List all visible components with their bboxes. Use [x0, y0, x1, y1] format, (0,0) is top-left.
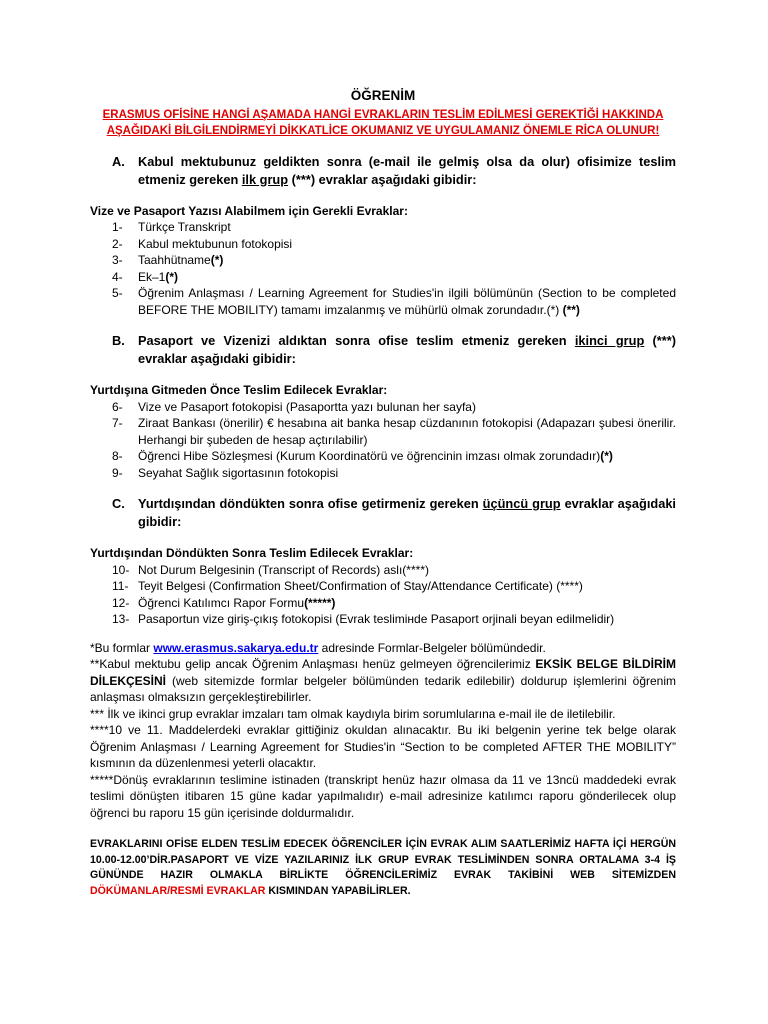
list-item: 6- Vize ve Pasaport fotokopisi (Pasaportta yazı bulunan her sayfa)	[112, 399, 476, 414]
erasmus-website-link[interactable]: www.erasmus.sakarya.edu.tr	[153, 640, 319, 655]
section-text-end: evraklar aşağıdaki gibidir:	[138, 496, 676, 529]
section-c-subtitle: Yurtdışından Döndükten Sonra Teslim Edilecek Evraklar:	[90, 546, 414, 560]
list-item: 7- Ziraat Bankası (önerilir) € hesabına ait banka hesap cüzdanının fotokopisi (Adapazarı şubesi önerilir. Herhangi bir şubeden de hesap açtırılabilir)	[112, 416, 676, 447]
note-3: *** İlk ve ikinci grup evraklar imzaları tam olmak kaydıyla birim sorumlularına e-mail ile de iletilebilir.	[90, 706, 616, 721]
section-a-heading	[90, 153, 676, 189]
list-item: 1- Türkçe Transkript	[112, 220, 231, 234]
section-text: Yurtdışından döndükten sonra ofise getirmeniz gereken	[138, 496, 483, 511]
page-title: ÖĞRENİM	[350, 88, 416, 103]
list-item: 13- Pasaportun vize giriş-çıkış fotokopisi (Evrak teslimінde Pasaport orjinali beyan edilmelidir)	[112, 612, 615, 626]
note-4: ****10 ve 11. Maddelerdeki evraklar gittiğiniz okuldan alınacaktır. Bu iki belgenin yerine tek belge olarak Öğrenim Anlaşması / Learning Agreement for Studies'in “Section to be completed AFTER THE MOBILITY” kısmının da düzenlenmesi yeterli olacaktır.	[90, 723, 676, 770]
list-item: 4- Ek–1(*)	[112, 269, 179, 284]
section-text-end: (***) evraklar aşağıdaki gibidir:	[288, 171, 477, 187]
list-item: 12- Öğrenci Katılımcı Rapor Formu(*****)	[112, 595, 336, 610]
section-c-list	[90, 562, 676, 628]
section-b-subtitle: Yurtdışına Gitmeden Önce Teslim Edilecek Evraklar:	[90, 383, 388, 397]
section-text: Pasaport ve Vizenizi aldıktan sonra ofise teslim etmeniz gereken	[138, 333, 575, 348]
list-item: 5- Öğrenim Anlaşması / Learning Agreement for Studies'in ilgili bölümünün (Section to be completed BEFORE THE MOBILITY) tamamı imzalanmış ve mühürlü olmak zorundadır.(*) (**)	[112, 286, 676, 317]
section-underlined: ikinci grup	[574, 333, 645, 348]
section-b-heading	[90, 332, 676, 368]
footnotes	[90, 640, 676, 822]
list-item: 10- Not Durum Belgesinin (Transcript of Records) aslı(****)	[112, 562, 429, 577]
section-c-heading	[90, 495, 676, 531]
section-text: Kabul mektubunuz geldikten sonra (e-mail ile gelmiş olsa da olur) ofisimize teslim etmeniz gereken	[138, 153, 676, 187]
list-item: 3- Taahhütname(*)	[112, 253, 224, 267]
section-text-end: (***) evraklar aşağıdaki gibidir:	[138, 333, 677, 366]
warning-line-1: ERASMUS OFİSİNE HANGİ AŞAMADA HANGİ EVRAKLARIN TESLİM EDİLMESİ GEREKTİĞİ HAKKINDA	[102, 108, 664, 121]
documents-section-highlight: DÖKÜMANLAR/RESMİ EVRAKLAR	[90, 884, 266, 897]
section-letter: B.	[112, 333, 125, 348]
list-item: 2- Kabul mektubunun fotokopisi	[112, 236, 293, 251]
warning-notice	[90, 107, 676, 139]
section-a-list	[90, 219, 676, 318]
warning-line-2: AŞAĞIDAKİ BİLGİLENDİRMEYİ DİKKATLİCE OKUMANIZ VE UYGULAMANIZ ÖNEMLE RİCA OLUNUR!	[106, 124, 660, 137]
list-item: 8- Öğrenci Hibe Sözleşmesi (Kurum Koordinatörü ve öğrencinin imzası olmak zorundadır)(*)	[112, 449, 613, 463]
document-page	[90, 88, 676, 899]
section-underlined: üçüncü grup	[482, 496, 561, 511]
section-letter: A.	[112, 153, 125, 169]
list-item: 9- Seyahat Sağlık sigortasının fotokopisi	[112, 465, 339, 480]
section-b-list	[90, 399, 676, 482]
office-hours-notice: EVRAKLARINI OFİSE ELDEN TESLİM EDECEK ÖĞRENCİLER İÇİN EVRAK ALIM SAATLERİMİZ HAFTA İÇİ HERGÜN 10.00-12.00’DİR.PASAPORT VE VİZE YAZILARINIZ İLK GRUP EVRAK TESLİMİNDEN SONRA ORTALAMA 3-4 İŞ GÜNÜNDE HAZIR OLMAKLA BİRLİKTE ÖĞRENCİLERİMİZ EVRAK TAKİBİNİ WEB SİTEMİZDEN DÖKÜMANLAR/RESMİ EVRAKLAR KISMINDAN YAPABİLİRLER.	[90, 838, 676, 897]
section-underlined: ilk grup	[241, 171, 289, 187]
section-a-subtitle: Vize ve Pasaport Yazısı Alabilmem için Gerekli Evraklar:	[90, 203, 408, 218]
list-item: 11- Teyit Belgesi (Confirmation Sheet/Confirmation of Stay/Attendance Certificate) (****)	[112, 579, 583, 593]
note-5: *****Dönüş evraklarının teslimine istinaden (transkript henüz hazır olmasa da 11 ve 13ncü maddedeki evrak teslimi dönüşten itibaren 15 güne kadar yapılmalıdır) e-mail adresinize katılımcı raporu gönderilecek olup öğrenci bu raporu 15 gün içerisinde doldurmalıdır.	[90, 772, 676, 820]
note-1: *Bu formlar www.erasmus.sakarya.edu.tr adresinde Formlar-Belgeler bölümündedir.	[90, 640, 546, 655]
section-letter: C.	[112, 496, 125, 511]
note-2: **Kabul mektubu gelip ancak Öğrenim Anlaşması henüz gelmeyen öğrencilerimiz EKSİK BELGE BİLDİRİM DİLEKÇESİNİ (web sitemizde formlar belgeler bölümünden tedarik edilebilir) doldurup işlemlerini öğrenim anlaşması olmaksızın gerçekleştirebilirler.	[90, 657, 676, 704]
